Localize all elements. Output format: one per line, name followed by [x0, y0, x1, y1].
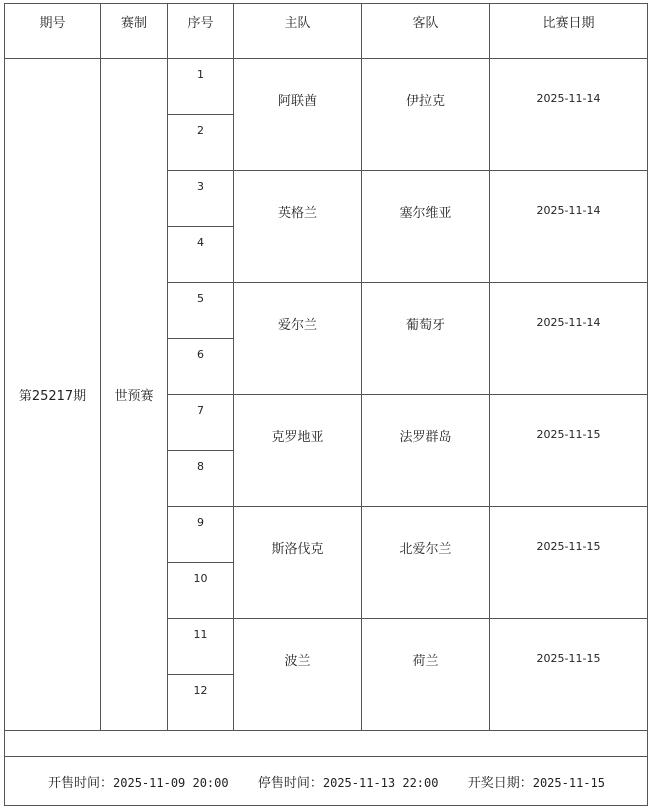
match-schedule-table: [4, 3, 648, 806]
header-seq: 序号: [168, 4, 234, 59]
header-away: 客队: [362, 4, 490, 59]
competition-cell: 世预赛: [101, 59, 168, 731]
footer-row: [5, 757, 648, 806]
sale-info-cell: [5, 757, 648, 806]
match-date-cell: 2025-11-15: [490, 395, 648, 507]
away-team-cell: 葡萄牙: [362, 283, 490, 395]
match-date-cell: 2025-11-14: [490, 59, 648, 171]
header-home: 主队: [234, 4, 362, 59]
seq-cell: 7: [168, 395, 234, 451]
sale-stop-value: 2025-11-13 22:00: [322, 775, 439, 790]
match-date-cell: 2025-11-14: [490, 171, 648, 283]
header-period: 期号: [5, 4, 101, 59]
sale-info: [5, 772, 647, 791]
away-team-cell: 伊拉克: [362, 59, 490, 171]
sale-start-label: 开售时间：: [48, 775, 114, 791]
empty-cell: [5, 731, 648, 757]
home-team-cell: 波兰: [234, 619, 362, 731]
header-competition: 赛制: [101, 4, 168, 59]
spacer-row: [5, 731, 648, 757]
home-team-cell: 阿联酋: [234, 59, 362, 171]
seq-cell: 10: [168, 563, 234, 619]
home-team-cell: 英格兰: [234, 171, 362, 283]
seq-cell: 8: [168, 451, 234, 507]
seq-cell: 9: [168, 507, 234, 563]
match-date-cell: 2025-11-15: [490, 619, 648, 731]
seq-cell: 11: [168, 619, 234, 675]
seq-cell: 3: [168, 171, 234, 227]
away-team-cell: 法罗群岛: [362, 395, 490, 507]
draw-date-value: 2025-11-15: [532, 775, 605, 790]
home-team-cell: 爱尔兰: [234, 283, 362, 395]
period-cell: 第25217期: [5, 59, 101, 731]
seq-cell: 6: [168, 339, 234, 395]
header-date: 比赛日期: [490, 4, 648, 59]
draw-date-label: 开奖日期：: [467, 775, 533, 791]
home-team-cell: 克罗地亚: [234, 395, 362, 507]
seq-cell: 4: [168, 227, 234, 283]
sale-start-info: [48, 772, 229, 791]
seq-cell: 5: [168, 283, 234, 339]
table-row: [5, 59, 648, 115]
seq-cell: 12: [168, 675, 234, 731]
sale-stop-info: [258, 772, 439, 791]
away-team-cell: 塞尔维亚: [362, 171, 490, 283]
seq-cell: 2: [168, 115, 234, 171]
match-date-cell: 2025-11-15: [490, 507, 648, 619]
sale-stop-label: 停售时间：: [257, 775, 323, 791]
sale-start-value: 2025-11-09 20:00: [113, 775, 229, 790]
draw-date-info: [468, 772, 605, 791]
home-team-cell: 斯洛伐克: [234, 507, 362, 619]
header-row: [5, 4, 648, 59]
away-team-cell: 荷兰: [362, 619, 490, 731]
away-team-cell: 北爱尔兰: [362, 507, 490, 619]
match-date-cell: 2025-11-14: [490, 283, 648, 395]
seq-cell: 1: [168, 59, 234, 115]
